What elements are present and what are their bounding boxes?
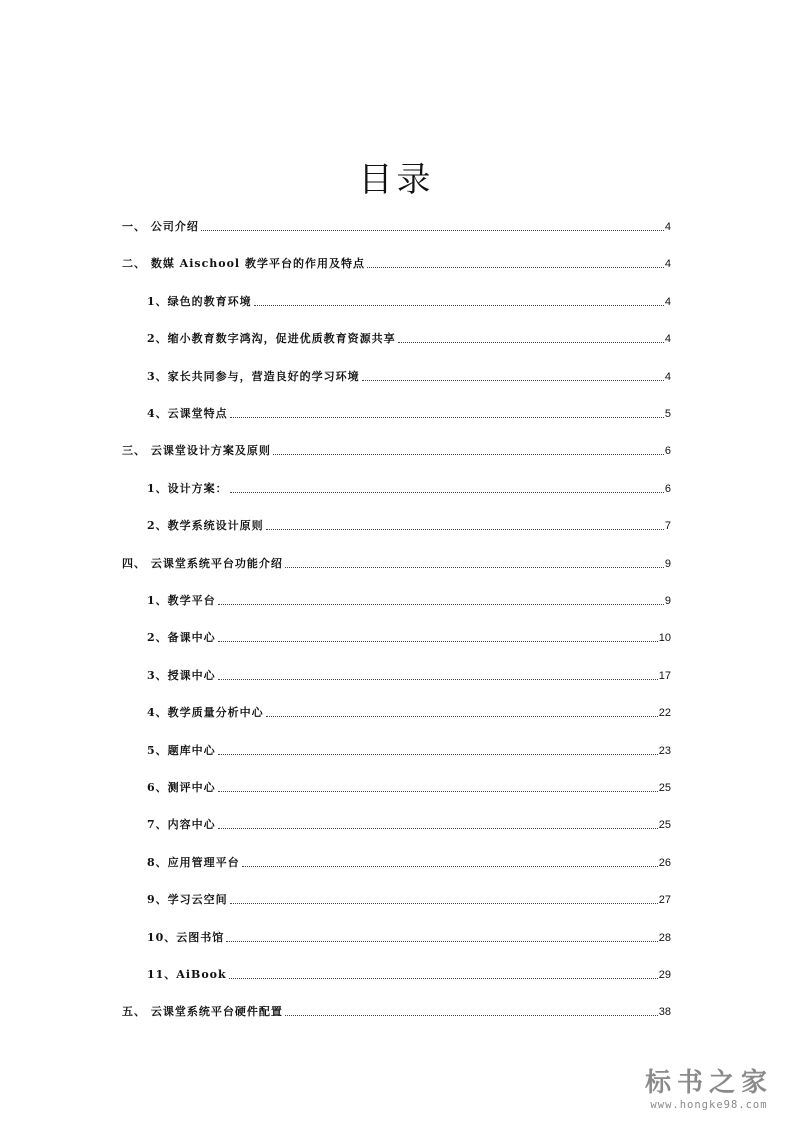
toc-entry[interactable] [147,964,671,982]
watermark-logo: 标书之家 [644,1068,773,1098]
toc-entry[interactable] [147,366,671,384]
toc-entry-page: 25 [658,782,671,794]
toc-entry-title: 8、应用管理平台 [147,855,240,869]
toc-dot-leader [285,1014,658,1016]
page-title: 目录 [358,160,435,200]
toc-entry[interactable] [122,440,671,458]
toc-entry-page: 4 [664,295,671,308]
toc-entry-title: 1、教学平台 [147,594,216,607]
toc-entry-page: 4 [664,221,671,233]
toc-dot-leader [218,678,658,680]
toc-entry-title: 1、绿色的教育环境 [147,294,252,308]
toc-entry-title: 5、题库中心 [147,743,216,757]
toc-entry-title: 2、缩小教育数字鸿沟，促进优质教育资源共享 [147,332,396,346]
toc-entry-title: 五、 云课堂系统平台硬件配置 [122,1005,283,1019]
toc-entry-page: 5 [664,408,671,420]
toc-entry-page: 7 [664,520,671,533]
toc-entry-title: 四、 云课堂系统平台功能介绍 [122,556,283,570]
toc-entry[interactable] [147,291,671,309]
toc-dot-leader [218,827,658,829]
toc-entry-title: 4、云课堂特点 [147,407,228,420]
toc-entry[interactable] [147,702,671,720]
toc-entry-page: 22 [658,707,671,720]
toc-entry-title: 11、AiBook [147,968,227,981]
toc-entry-page: 9 [664,595,671,607]
toc-dot-leader [218,790,658,792]
toc-dot-leader [226,940,657,942]
toc-entry[interactable] [147,627,671,645]
toc-entry-title: 6、测评中心 [147,781,216,794]
toc-dot-leader [230,902,658,904]
toc-entry-page: 17 [658,669,671,682]
toc-entry-title: 2、备课中心 [147,631,216,645]
toc-dot-leader [230,491,664,493]
toc-dot-leader [362,379,664,381]
toc-entry-page: 4 [664,333,671,346]
toc-entry[interactable] [147,814,671,832]
toc-dot-leader [398,341,664,343]
toc-entry[interactable] [147,740,671,758]
toc-dot-leader [254,304,664,306]
toc-dot-leader [230,416,664,418]
toc-entry-page: 27 [658,894,671,907]
toc-entry-page: 4 [664,370,671,383]
toc-entry-title: 7、内容中心 [147,818,216,832]
toc-entry[interactable] [147,590,671,608]
toc-entry-title: 二、 数媒 Aischool 教学平台的作用及特点 [122,257,365,271]
toc-entry[interactable] [122,1001,671,1019]
toc-entry-page: 29 [658,969,671,981]
toc-dot-leader [218,640,658,642]
toc-dot-leader [218,753,658,755]
toc-entry-title: 10、云图书馆 [147,930,225,944]
toc-entry-page: 4 [664,258,671,271]
toc-entry[interactable] [147,852,671,870]
toc-entry-title: 1、设计方案： [147,481,228,495]
toc-dot-leader [285,566,664,568]
toc-dot-leader [229,977,658,979]
watermark [641,1068,777,1112]
toc-entry-page: 26 [658,856,671,869]
toc-entry-title: 9、学习云空间 [147,893,228,907]
toc-entry-page: 10 [658,632,671,645]
toc-entry-title: 2、教学系统设计原则 [147,519,264,533]
toc-entry-title: 三、 云课堂设计方案及原则 [122,444,271,458]
toc-entry[interactable] [147,328,671,346]
toc-dot-leader [218,603,664,605]
toc-entry-title: 3、家长共同参与，营造良好的学习环境 [147,369,360,383]
toc-dot-leader [201,229,664,231]
toc-dot-leader [266,528,664,530]
toc-entry[interactable] [122,216,671,234]
toc-entry[interactable] [147,665,671,683]
toc-entry-title: 3、授课中心 [147,668,216,682]
toc-entry-page: 23 [658,744,671,757]
toc-dot-leader [273,453,664,455]
toc-entry-page: 25 [658,819,671,832]
toc-entry-title: 一、 公司介绍 [122,220,199,233]
toc-entry[interactable] [147,478,671,496]
toc-entry[interactable] [147,927,671,945]
toc-entry[interactable] [147,515,671,533]
toc-entry-title: 4、教学质量分析中心 [147,706,264,720]
toc-dot-leader [242,865,658,867]
toc-dot-leader [367,266,664,268]
watermark-url: www.hongke98.com [650,1099,768,1111]
toc-entry[interactable] [122,553,671,571]
toc-entry-page: 28 [658,931,671,944]
toc-dot-leader [266,715,658,717]
toc-entry-page: 38 [658,1006,671,1019]
toc-entry[interactable] [122,253,671,271]
toc-entry[interactable] [147,777,671,795]
toc-entry-page: 9 [664,557,671,570]
toc-entry[interactable] [147,403,671,421]
toc-entry[interactable] [147,889,671,907]
toc-entry-page: 6 [664,445,671,458]
toc-entry-page: 6 [664,482,671,495]
